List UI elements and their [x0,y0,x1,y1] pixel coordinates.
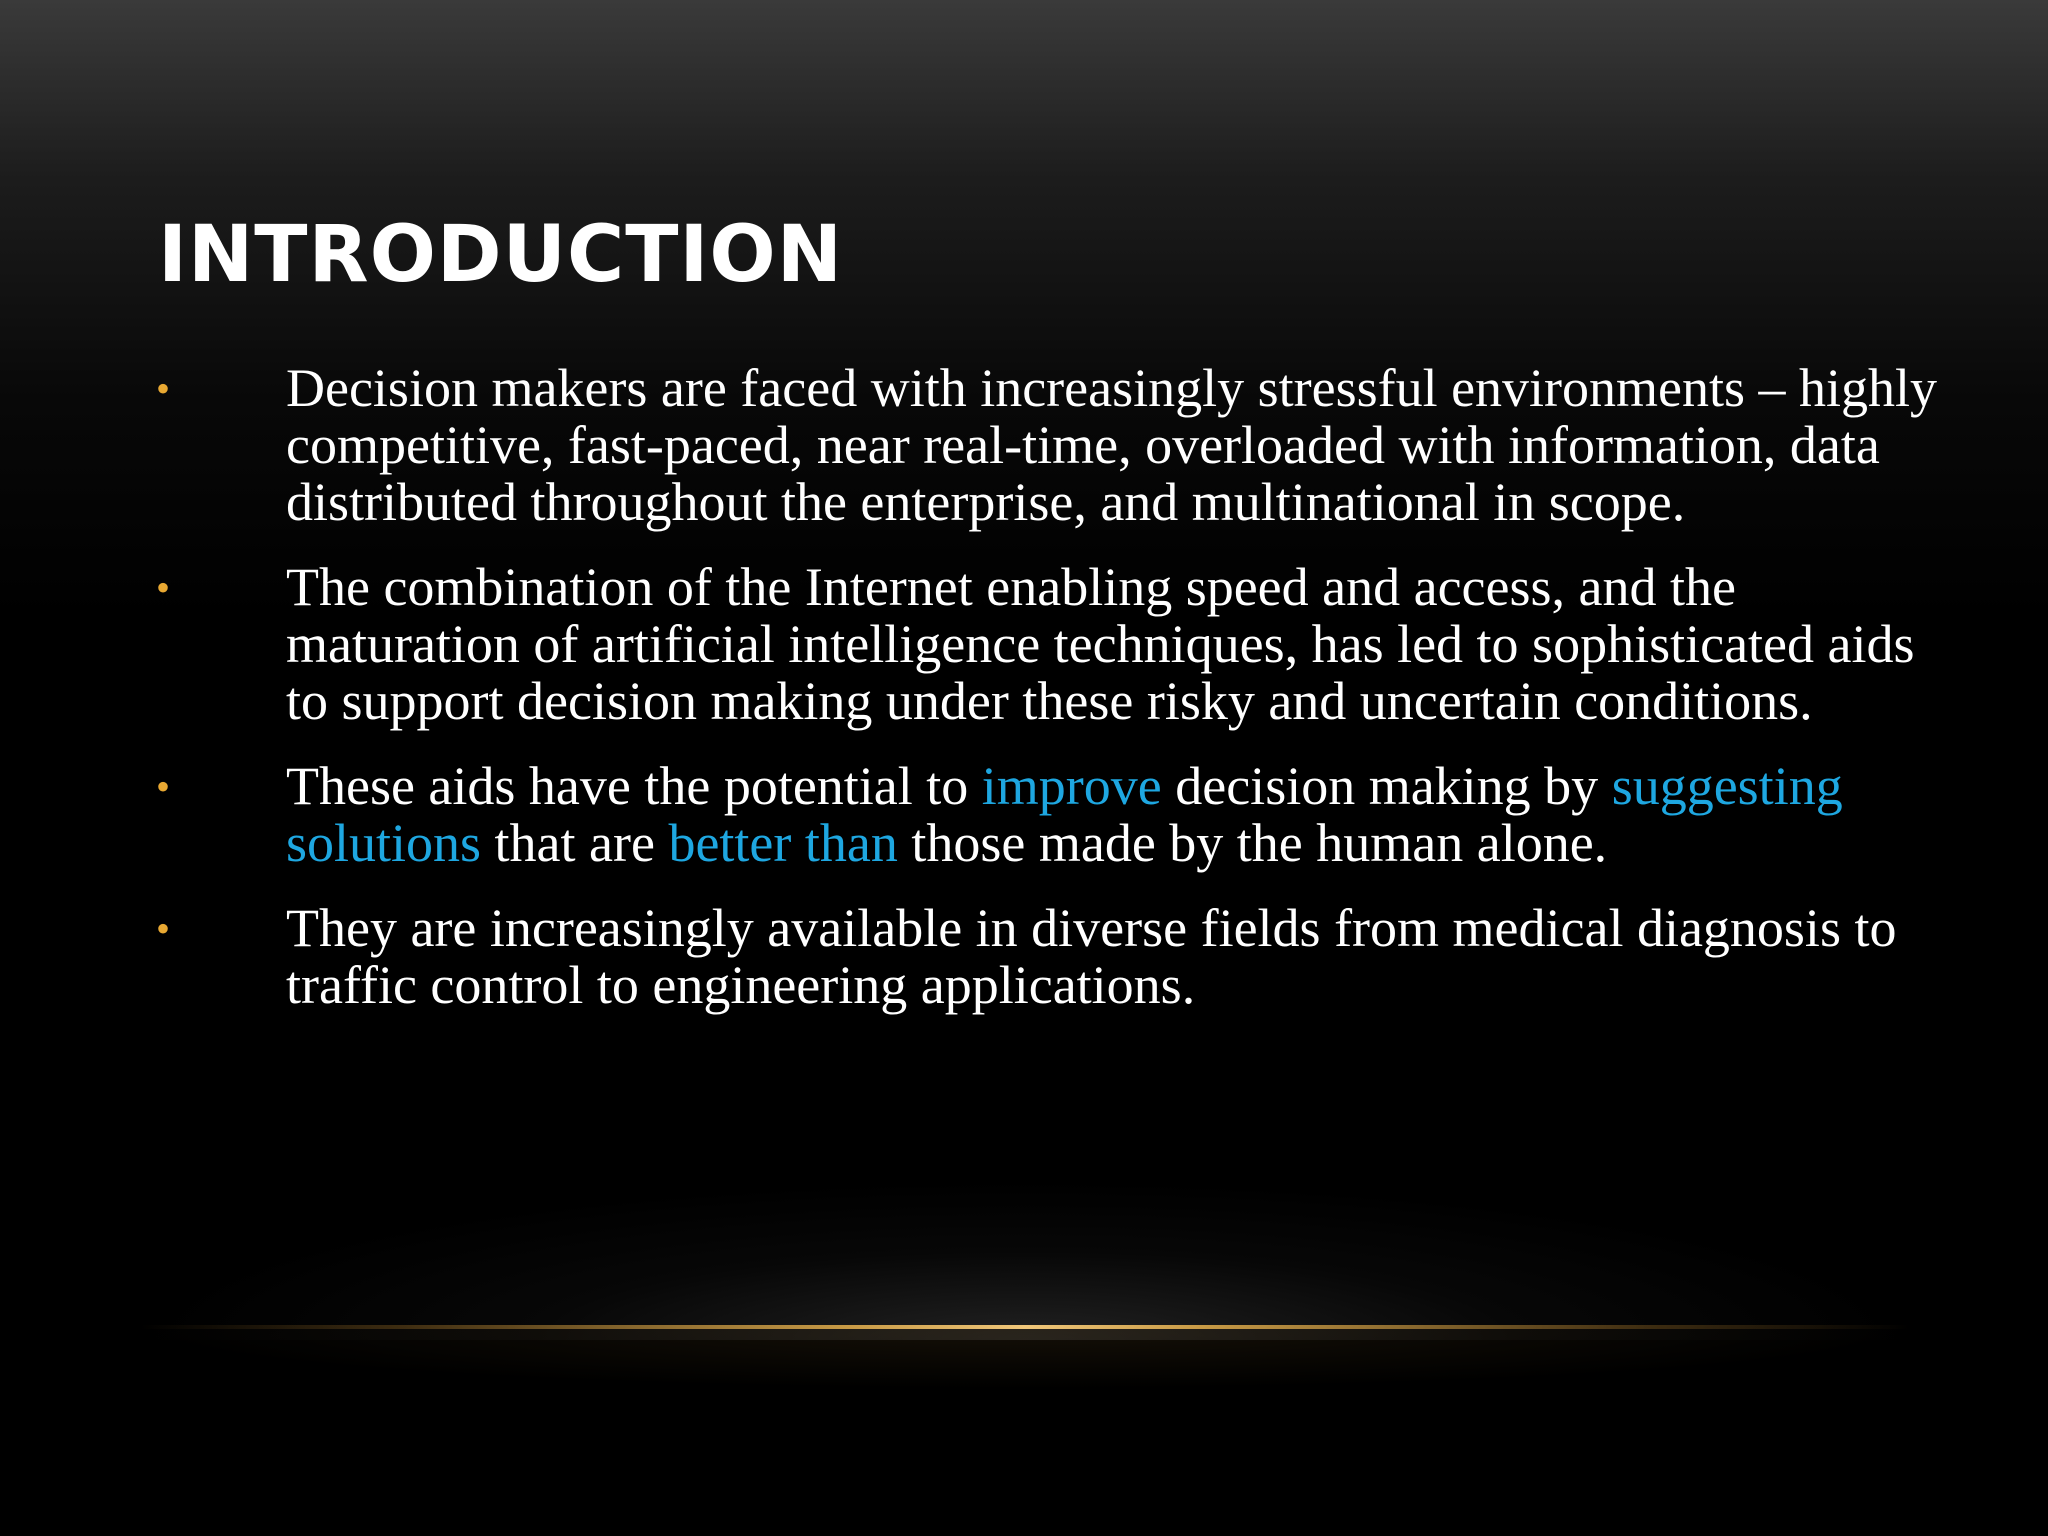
highlight-text: improve [981,756,1162,816]
bullet-text: that are [481,813,669,873]
bullet-text: These aids have the potential to [286,756,982,816]
bullet-item-1 [0,360,2048,531]
bullet-text: The combination of the Internet enabling speed and access, and the maturation of artificial intelligence techniques, has led to sophisticated aids to support decision making under these risky and uncertain conditions. [286,557,1915,731]
bullet-item-2 [0,559,2048,730]
bullet-text: those made by the human alone. [897,813,1608,873]
bullet-list [0,360,2048,1042]
bullet-marker: • [156,565,171,610]
highlight-text: suggesting solutions [286,756,1843,873]
floor-shadow [140,1329,1910,1389]
slide-title: INTRODUCTION [158,210,844,300]
bullet-marker: • [156,764,171,809]
bullet-item-4 [0,900,2048,1014]
bullet-marker: • [156,366,171,411]
bullet-text: decision making by [1161,756,1612,816]
bullet-text: Decision makers are faced with increasingly stressful environments – highly competitive, fast-paced, near real-time, overloaded with information, data distributed throughout the enterprise, and multinational in scope. [286,358,1938,532]
bullet-item-3 [0,758,2048,872]
bullet-marker: • [156,906,171,951]
bullet-text: They are increasingly available in diverse fields from medical diagnosis to traffic control to engineering applications. [286,898,1897,1015]
floor-glow [140,1180,1910,1340]
highlight-text: better than [668,813,898,873]
